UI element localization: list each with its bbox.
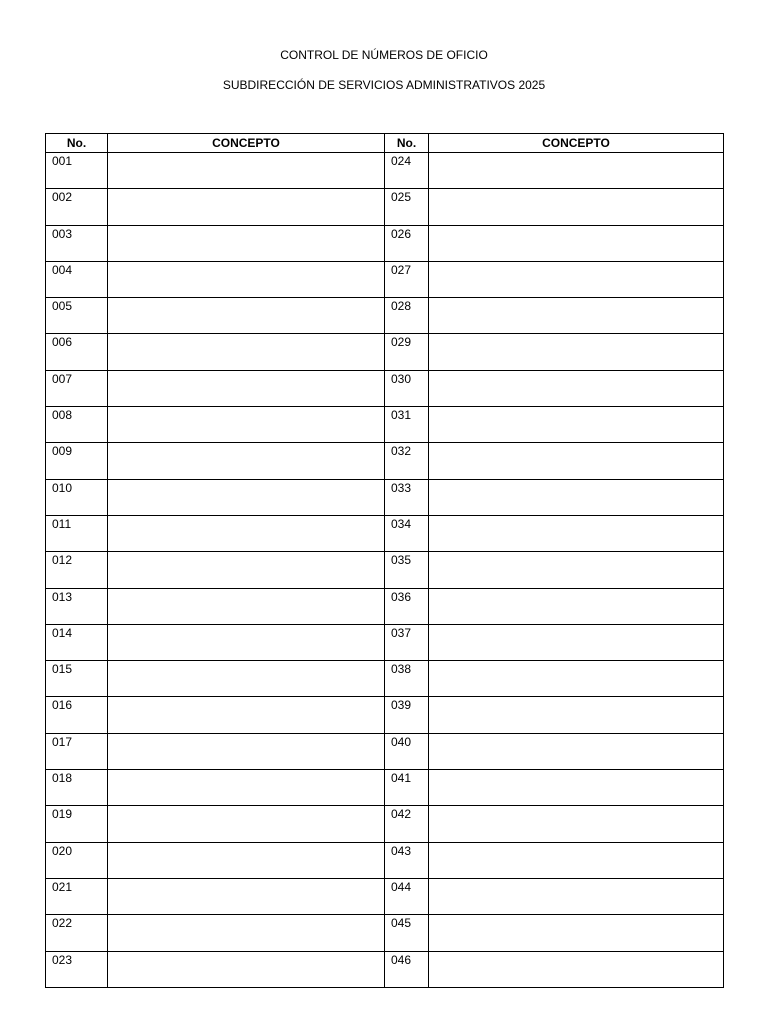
left-number-cell: 010 <box>46 479 108 515</box>
left-concept-cell[interactable] <box>108 443 385 479</box>
right-concept-cell[interactable] <box>429 370 724 406</box>
left-number-cell: 016 <box>46 697 108 733</box>
left-concept-cell[interactable] <box>108 407 385 443</box>
left-concept-cell[interactable] <box>108 334 385 370</box>
right-number-cell: 046 <box>385 951 429 987</box>
left-number-cell: 021 <box>46 878 108 914</box>
left-number-cell: 014 <box>46 624 108 660</box>
left-concept-cell[interactable] <box>108 298 385 334</box>
left-number-cell: 006 <box>46 334 108 370</box>
right-concept-cell[interactable] <box>429 806 724 842</box>
left-number-cell: 004 <box>46 261 108 297</box>
table-row <box>46 624 724 660</box>
table-row <box>46 842 724 878</box>
right-concept-cell[interactable] <box>429 225 724 261</box>
right-number-cell: 037 <box>385 624 429 660</box>
table-row <box>46 407 724 443</box>
left-concept-cell[interactable] <box>108 878 385 914</box>
left-concept-cell[interactable] <box>108 733 385 769</box>
right-concept-cell[interactable] <box>429 552 724 588</box>
left-number-cell: 015 <box>46 661 108 697</box>
right-number-cell: 036 <box>385 588 429 624</box>
right-number-cell: 039 <box>385 697 429 733</box>
header-no-right: No. <box>385 134 429 153</box>
right-concept-cell[interactable] <box>429 697 724 733</box>
left-concept-cell[interactable] <box>108 842 385 878</box>
right-number-cell: 027 <box>385 261 429 297</box>
table-row <box>46 951 724 987</box>
right-number-cell: 041 <box>385 770 429 806</box>
table-row <box>46 298 724 334</box>
left-concept-cell[interactable] <box>108 261 385 297</box>
left-concept-cell[interactable] <box>108 515 385 551</box>
right-concept-cell[interactable] <box>429 189 724 225</box>
table-row <box>46 806 724 842</box>
left-number-cell: 012 <box>46 552 108 588</box>
header-concept-right: CONCEPTO <box>429 134 724 153</box>
table-row <box>46 661 724 697</box>
right-number-cell: 043 <box>385 842 429 878</box>
left-concept-cell[interactable] <box>108 661 385 697</box>
right-concept-cell[interactable] <box>429 588 724 624</box>
office-number-table <box>45 133 724 988</box>
right-concept-cell[interactable] <box>429 915 724 951</box>
left-number-cell: 002 <box>46 189 108 225</box>
right-concept-cell[interactable] <box>429 770 724 806</box>
table-row <box>46 189 724 225</box>
right-concept-cell[interactable] <box>429 153 724 189</box>
left-number-cell: 022 <box>46 915 108 951</box>
left-number-cell: 018 <box>46 770 108 806</box>
table-row <box>46 770 724 806</box>
table-row <box>46 552 724 588</box>
left-number-cell: 003 <box>46 225 108 261</box>
left-number-cell: 009 <box>46 443 108 479</box>
left-concept-cell[interactable] <box>108 770 385 806</box>
table-row <box>46 733 724 769</box>
table-row <box>46 443 724 479</box>
table-row <box>46 588 724 624</box>
right-concept-cell[interactable] <box>429 661 724 697</box>
right-number-cell: 044 <box>385 878 429 914</box>
right-number-cell: 029 <box>385 334 429 370</box>
table-row <box>46 878 724 914</box>
left-concept-cell[interactable] <box>108 153 385 189</box>
right-number-cell: 035 <box>385 552 429 588</box>
table-row <box>46 370 724 406</box>
right-concept-cell[interactable] <box>429 951 724 987</box>
right-number-cell: 033 <box>385 479 429 515</box>
left-number-cell: 013 <box>46 588 108 624</box>
table-row <box>46 153 724 189</box>
right-number-cell: 028 <box>385 298 429 334</box>
left-number-cell: 020 <box>46 842 108 878</box>
left-concept-cell[interactable] <box>108 588 385 624</box>
right-number-cell: 034 <box>385 515 429 551</box>
right-concept-cell[interactable] <box>429 298 724 334</box>
left-concept-cell[interactable] <box>108 624 385 660</box>
left-concept-cell[interactable] <box>108 370 385 406</box>
table-row <box>46 915 724 951</box>
header-concept-left: CONCEPTO <box>108 134 385 153</box>
header-no-left: No. <box>46 134 108 153</box>
left-concept-cell[interactable] <box>108 915 385 951</box>
right-concept-cell[interactable] <box>429 443 724 479</box>
table-header-row <box>46 134 724 153</box>
table-row <box>46 479 724 515</box>
left-concept-cell[interactable] <box>108 189 385 225</box>
right-concept-cell[interactable] <box>429 515 724 551</box>
right-number-cell: 030 <box>385 370 429 406</box>
table-row <box>46 334 724 370</box>
left-concept-cell[interactable] <box>108 806 385 842</box>
right-concept-cell[interactable] <box>429 878 724 914</box>
table-row <box>46 261 724 297</box>
table-row <box>46 697 724 733</box>
left-concept-cell[interactable] <box>108 552 385 588</box>
right-concept-cell[interactable] <box>429 407 724 443</box>
right-number-cell: 032 <box>385 443 429 479</box>
right-concept-cell[interactable] <box>429 479 724 515</box>
left-concept-cell[interactable] <box>108 479 385 515</box>
left-number-cell: 008 <box>46 407 108 443</box>
document-subtitle: SUBDIRECCIÓN DE SERVICIOS ADMINISTRATIVOS 2025 <box>222 78 546 92</box>
right-concept-cell[interactable] <box>429 261 724 297</box>
left-concept-cell[interactable] <box>108 697 385 733</box>
right-number-cell: 042 <box>385 806 429 842</box>
right-number-cell: 045 <box>385 915 429 951</box>
right-concept-cell[interactable] <box>429 733 724 769</box>
document-title: CONTROL DE NÚMEROS DE OFICIO <box>280 48 488 62</box>
right-number-cell: 024 <box>385 153 429 189</box>
left-number-cell: 019 <box>46 806 108 842</box>
table-row <box>46 515 724 551</box>
right-number-cell: 025 <box>385 189 429 225</box>
right-concept-cell[interactable] <box>429 624 724 660</box>
right-number-cell: 031 <box>385 407 429 443</box>
left-number-cell: 023 <box>46 951 108 987</box>
left-number-cell: 005 <box>46 298 108 334</box>
left-number-cell: 017 <box>46 733 108 769</box>
right-concept-cell[interactable] <box>429 842 724 878</box>
right-number-cell: 038 <box>385 661 429 697</box>
right-number-cell: 026 <box>385 225 429 261</box>
left-number-cell: 001 <box>46 153 108 189</box>
table-row <box>46 225 724 261</box>
right-concept-cell[interactable] <box>429 334 724 370</box>
left-number-cell: 007 <box>46 370 108 406</box>
left-concept-cell[interactable] <box>108 225 385 261</box>
left-concept-cell[interactable] <box>108 951 385 987</box>
left-number-cell: 011 <box>46 515 108 551</box>
right-number-cell: 040 <box>385 733 429 769</box>
